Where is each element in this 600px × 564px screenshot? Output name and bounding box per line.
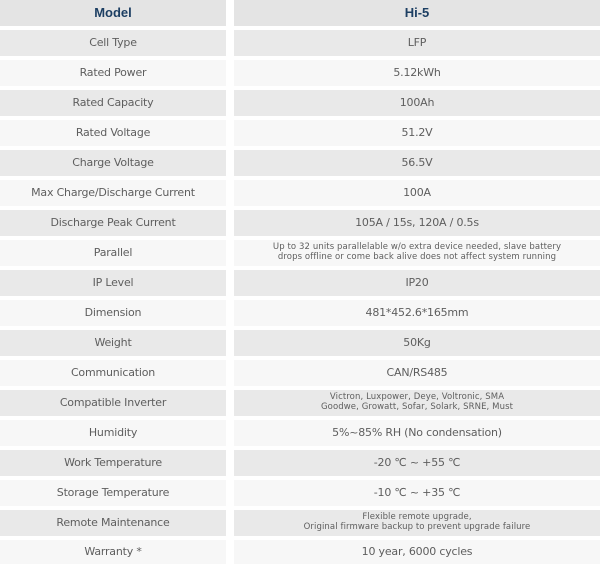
row-value: 481*452.6*165mm <box>234 300 600 326</box>
table-row <box>0 480 600 506</box>
row-label: Rated Capacity <box>0 90 226 116</box>
row-label: Dimension <box>0 300 226 326</box>
row-value: -20 ℃ ~ +55 ℃ <box>234 450 600 476</box>
row-label: Parallel <box>0 240 226 266</box>
table-row <box>0 90 600 116</box>
table-row <box>0 270 600 296</box>
row-value: 5%~85% RH (No condensation) <box>234 420 600 446</box>
table-row <box>0 390 600 416</box>
row-label: Work Temperature <box>0 450 226 476</box>
table-row <box>0 240 600 266</box>
table-row <box>0 360 600 386</box>
row-value <box>234 510 600 536</box>
row-value-line: Victron, Luxpower, Deye, Voltronic, SMA <box>329 392 505 403</box>
header-model-name: Hi-5 <box>234 0 600 26</box>
row-label: Charge Voltage <box>0 150 226 176</box>
table-row <box>0 210 600 236</box>
header-model: Model <box>0 0 226 26</box>
table-row <box>0 60 600 86</box>
row-label: Weight <box>0 330 226 356</box>
row-value-line: Up to 32 units parallelable w/o extra device needed, slave battery <box>272 242 562 253</box>
row-label: Humidity <box>0 420 226 446</box>
row-label: IP Level <box>0 270 226 296</box>
row-value <box>234 390 600 416</box>
table-row <box>0 30 600 56</box>
row-label: Max Charge/Discharge Current <box>0 180 226 206</box>
row-value: 100Ah <box>234 90 600 116</box>
row-value: 51.2V <box>234 120 600 146</box>
row-value-line: Original firmware backup to prevent upgrade failure <box>303 522 531 532</box>
row-value: 50Kg <box>234 330 600 356</box>
row-value: LFP <box>234 30 600 56</box>
table-row <box>0 330 600 356</box>
row-value <box>234 240 600 266</box>
row-label: Communication <box>0 360 226 386</box>
table-header-row <box>0 0 600 26</box>
row-label: Storage Temperature <box>0 480 226 506</box>
row-value: 10 year, 6000 cycles <box>234 540 600 564</box>
row-label: Warranty * <box>0 540 226 564</box>
row-label: Compatible Inverter <box>0 390 226 416</box>
row-label: Rated Voltage <box>0 120 226 146</box>
table-row <box>0 150 600 176</box>
table-row <box>0 180 600 206</box>
row-value-line: Goodwe, Growatt, Sofar, Solark, SRNE, Must <box>320 402 514 412</box>
row-value: IP20 <box>234 270 600 296</box>
row-label: Remote Maintenance <box>0 510 226 536</box>
row-label: Discharge Peak Current <box>0 210 226 236</box>
table-row <box>0 450 600 476</box>
table-row <box>0 510 600 536</box>
row-value: CAN/RS485 <box>234 360 600 386</box>
row-value: 5.12kWh <box>234 60 600 86</box>
row-label: Cell Type <box>0 30 226 56</box>
table-row <box>0 300 600 326</box>
row-value: -10 ℃ ~ +35 ℃ <box>234 480 600 506</box>
row-value: 56.5V <box>234 150 600 176</box>
table-row <box>0 420 600 446</box>
table-row <box>0 120 600 146</box>
row-value: 100A <box>234 180 600 206</box>
row-value-line: Flexible remote upgrade, <box>362 512 472 523</box>
row-label: Rated Power <box>0 60 226 86</box>
table-row <box>0 540 600 564</box>
row-value: 105A / 15s, 120A / 0.5s <box>234 210 600 236</box>
row-value-line: drops offline or come back alive does not affect system running <box>277 252 557 262</box>
